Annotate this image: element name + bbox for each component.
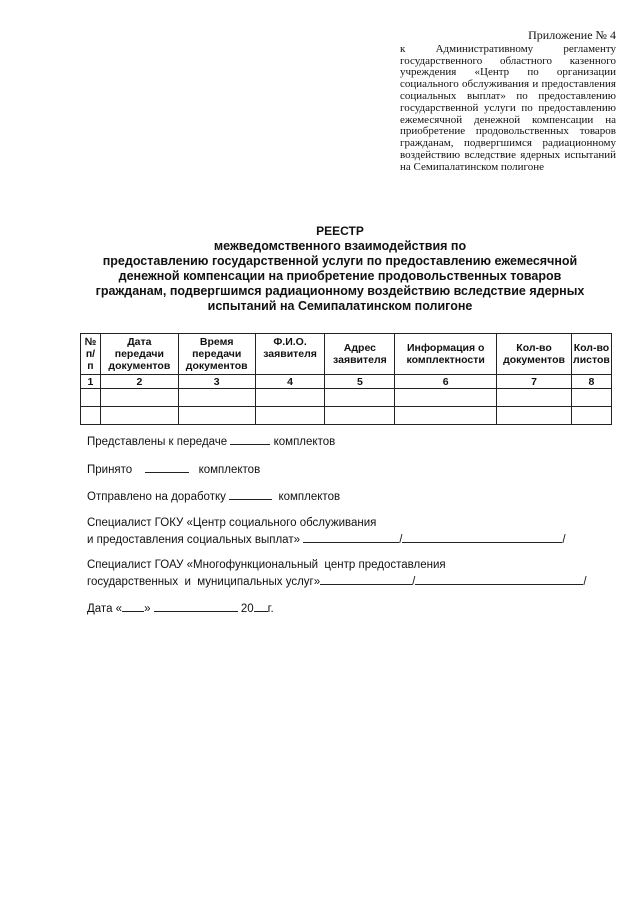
empty-cell: [178, 407, 255, 425]
specialist-gоku: [87, 517, 376, 530]
title-line-2: межведомственного взаимодействия по: [213, 239, 467, 253]
accepted-count-blank: [145, 461, 189, 473]
accepted-label: Принято: [87, 464, 133, 476]
empty-cell: [571, 389, 611, 407]
specialist-1-line-2: и предоставления социальных выплат»: [87, 534, 300, 546]
title-line-4: денежной компенсации на приобретение продовольственных товаров: [118, 269, 562, 283]
date-line: [87, 600, 274, 616]
specialist-2-line-1: Специалист ГОАУ «Многофункциональный центр предоставления: [87, 559, 446, 571]
empty-cell: [571, 407, 611, 425]
header-cell: № п/ п: [81, 334, 101, 375]
header-cell: Дата передачи документов: [100, 334, 178, 375]
date-label: Дата «: [87, 603, 123, 615]
empty-cell: [497, 407, 572, 425]
submitted-count-blank: [230, 433, 270, 445]
header-cell: Адрес заявителя: [325, 334, 395, 375]
day-blank: [122, 600, 144, 612]
form-line-accepted: [87, 461, 260, 477]
title-line-1: РЕЕСТР: [316, 224, 364, 238]
header-cell: Кол-во документов: [497, 334, 572, 375]
submitted-unit: комплектов: [273, 436, 336, 448]
annex-title: Приложение № 4: [528, 28, 616, 42]
empty-cell: [395, 407, 497, 425]
submitted-label: Представлены к передаче: [87, 436, 228, 448]
slash: /: [583, 576, 587, 588]
returned-unit: комплектов: [278, 491, 341, 503]
signature-blank: [303, 531, 399, 543]
empty-cell: [255, 407, 325, 425]
slash: /: [399, 534, 403, 546]
table-row: [81, 389, 612, 407]
empty-cell: [100, 389, 178, 407]
empty-cell: [325, 407, 395, 425]
column-number: 6: [395, 375, 497, 389]
empty-cell: [100, 407, 178, 425]
column-number: 1: [81, 375, 101, 389]
empty-cell: [497, 389, 572, 407]
empty-cell: [255, 389, 325, 407]
slash: /: [562, 534, 566, 546]
slash: /: [412, 576, 416, 588]
column-number: 2: [100, 375, 178, 389]
registry-title: [70, 224, 610, 314]
returned-label: Отправлено на доработку: [87, 491, 226, 503]
column-number: 3: [178, 375, 255, 389]
column-number-row: [81, 375, 612, 389]
empty-cell: [81, 407, 101, 425]
column-number: 4: [255, 375, 325, 389]
header-cell: Время передачи документов: [178, 334, 255, 375]
name-blank: [415, 573, 583, 585]
signature-blank: [320, 573, 412, 585]
table-row: [81, 407, 612, 425]
specialist-2-line-2: государственных и муниципальных услуг»: [87, 576, 321, 588]
annex-block: [400, 30, 616, 174]
accepted-unit: комплектов: [198, 464, 261, 476]
year-suffix: г.: [267, 603, 274, 615]
form-line-returned: [87, 488, 340, 504]
column-number: 8: [571, 375, 611, 389]
specialist-2-signature-line: [87, 573, 587, 589]
year-prefix: 20: [240, 603, 254, 615]
specialist-1-signature-line: [87, 531, 566, 547]
header-cell: Кол-во листов: [571, 334, 611, 375]
header-cell: Ф.И.О. заявителя: [255, 334, 325, 375]
registry-table: [80, 333, 612, 425]
specialist-1-line-1: Специалист ГОКУ «Центр социального обслуживания: [87, 517, 377, 529]
table-header-row: [81, 334, 612, 375]
column-number: 7: [497, 375, 572, 389]
annex-text: к Административному регламенту государственного областного казенного учреждения «Центр по организации социального обслуживания и предоставления социальных выплат» по предоставлению государственной услуги по предоставлению ежемесячной денежной компенсации на приобретение продовольственных товаров гражданам, подвергшимся радиационному воздействию вследствие ядерных испытаний на Семипалатинском полигоне: [400, 42, 616, 173]
empty-cell: [81, 389, 101, 407]
title-line-3: предоставлению государственной услуги по предоставлению ежемесячной: [102, 254, 578, 268]
empty-cell: [178, 389, 255, 407]
title-line-6: испытаний на Семипалатинском полигоне: [207, 299, 473, 313]
date-quote: »: [144, 603, 151, 615]
year-blank: [254, 600, 268, 612]
header-cell: Информация о комплектности: [395, 334, 497, 375]
title-line-5: гражданам, подвергшимся радиационному воздействию вследствие ядерных: [95, 284, 585, 298]
empty-cell: [395, 389, 497, 407]
returned-count-blank: [229, 488, 272, 500]
form-line-submitted: [87, 433, 335, 449]
empty-cell: [325, 389, 395, 407]
column-number: 5: [325, 375, 395, 389]
name-blank: [402, 531, 562, 543]
specialist-goau: [87, 559, 446, 572]
month-blank: [154, 600, 238, 612]
